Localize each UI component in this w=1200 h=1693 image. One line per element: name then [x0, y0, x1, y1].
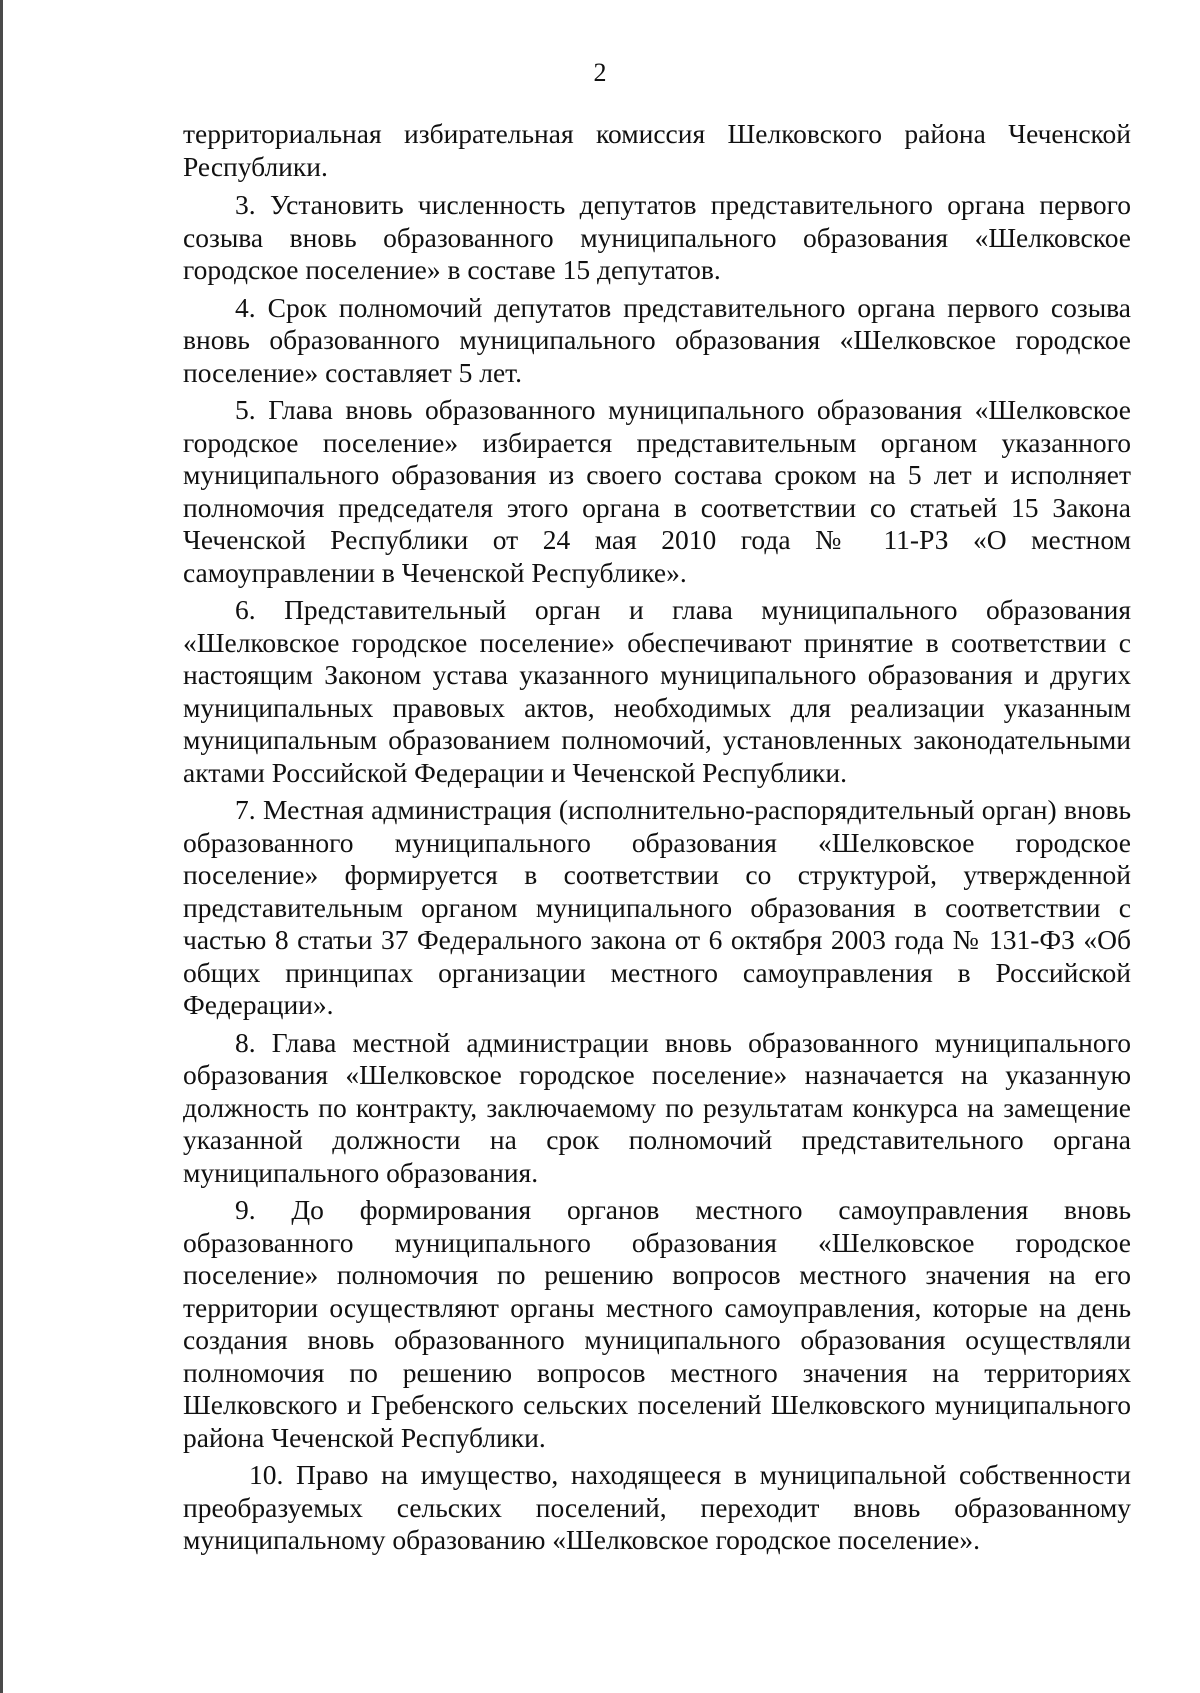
paragraph-continuation: территориальная избирательная комиссия Шелковского района Чеченской Республики. [183, 118, 1131, 182]
paragraph-6: 6. Представительный орган и глава муниципального образования «Шелковское городское поселение» обеспечивают принятие в соответствии с настоящим Законом устава указанного муниципального образования и других муниципальных правовых актов, необходимых для реализации указанным муниципальным образованием полномочий, установленных законодательными актами Российской Федерации и Чеченской Республики. [183, 594, 1131, 788]
paragraph-10: 10. Право на имущество, находящееся в муниципальной собственности преобразуемых сельских поселений, переходит вновь образованному муниципальному образованию «Шелковское городское поселение». [183, 1459, 1131, 1555]
paragraph-9: 9. До формирования органов местного самоуправления вновь образованного муниципального образования «Шелковское городское поселение» полномочия по решению вопросов местного значения на его территории осуществляют органы местного самоуправления, которые на день создания вновь образованного муниципального образования осуществляли полномочия по решению вопросов местного значения на территориях Шелковского и Гребенского сельских поселений Шелковского муниципального района Чеченской Республики. [183, 1194, 1131, 1453]
paragraph-7: 7. Местная администрация (исполнительно-распорядительный орган) вновь образованного муниципального образования «Шелковское городское поселение» формируется в соответствии со структурой, утвержденной представительным органом муниципального образования в соответствии с частью 8 статьи 37 Федерального закона от 6 октября 2003 года № 131-ФЗ «Об общих принципах организации местного самоуправления в Российской Федерации». [183, 794, 1131, 1020]
document-body [183, 118, 1131, 1562]
paragraph-3: 3. Установить численность депутатов представительного органа первого созыва вновь образованного муниципального образования «Шелковское городское поселение» в составе 15 депутатов. [183, 189, 1131, 285]
paragraph-5: 5. Глава вновь образованного муниципального образования «Шелковское городское поселение» избирается представительным органом указанного муниципального образования из своего состава сроком на 5 лет и исполняет полномочия председателя этого органа в соответствии со статьей 15 Закона Чеченской Республики от 24 мая 2010 года № 11-РЗ «О местном самоуправлении в Чеченской Республике». [183, 394, 1131, 588]
paragraph-8: 8. Глава местной администрации вновь образованного муниципального образования «Шелковское городское поселение» назначается на указанную должность по контракту, заключаемому по результатам конкурса на замещение указанной должности на срок полномочий представительного органа муниципального образования. [183, 1026, 1131, 1188]
scan-edge-line [0, 0, 3, 1693]
page-number: 2 [593, 58, 607, 87]
paragraph-4: 4. Срок полномочий депутатов представительного органа первого созыва вновь образованного муниципального образования «Шелковское городское поселение» составляет 5 лет. [183, 291, 1131, 388]
